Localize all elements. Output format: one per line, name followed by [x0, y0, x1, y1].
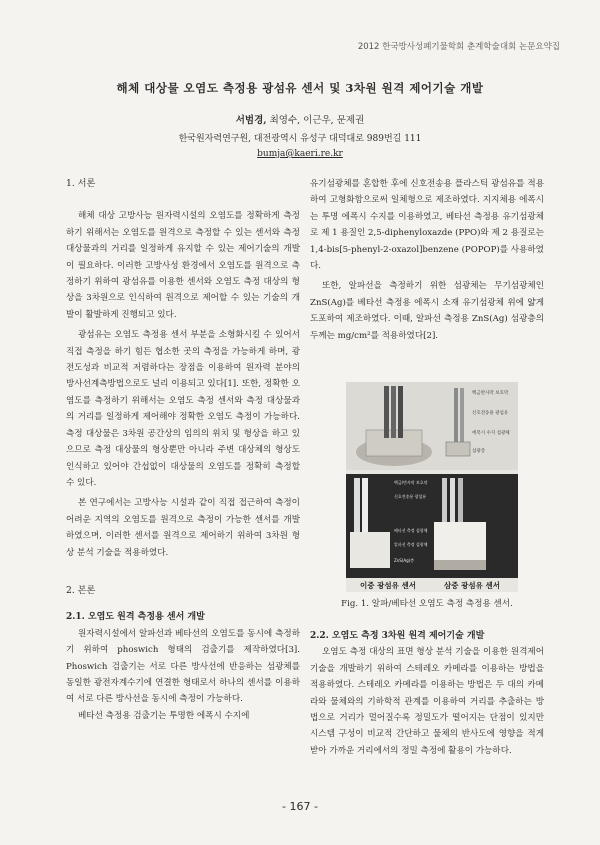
email-link[interactable]: bumja@kaeri.re.kr: [257, 149, 343, 159]
affiliation: 한국원자력연구원, 대전광역시 유성구 대덕대로 989번길 111: [178, 134, 422, 144]
running-head: 2012 한국방사성폐기물학회 춘계학술대회 논문요약집: [357, 42, 560, 52]
page-number: - 167 -: [282, 800, 318, 813]
author-list: [0, 112, 600, 126]
lead-author: 서범경,: [235, 115, 267, 126]
fig-bottom-label-2: 신호전송용 광섬유: [394, 494, 427, 499]
intro-heading: 1. 서론: [66, 178, 96, 189]
subsection-2-1-paragraph-1: 원자력시설에서 알파선과 베타선의 오염도를 동시에 측정하기 위하여 phoswich 형태의 검출기를 제작하였다[3]. Phoswich 검출기는 서로 다른 방사선에 반응하는 섬광체를 동일한 광전자계수기에 연결한 형태로서 하나의 센서를 이용하여 서로 다른 방사선을 동시에 측정이 가능하다.: [66, 628, 300, 705]
fig-top-label-1: 백금반사막 보호막: [472, 391, 509, 396]
right-paragraph-1: 유기섬광체를 혼합한 후에 신호전송용 플라스틱 광섬유를 적용하여 고형화함으로써 일체형으로 제조하였다. 지지체용 에폭시는 투명 에폭시 수지를 이용하였고, 베타선 측정용 유기섬광체로 제 1 용질인 2,5-diphenyloxazde (PPO)와 제 2 용질로는 1,4-bis[5-phenyl-2-oxazol]benzene (POPOP)를 사용하였다.: [310, 179, 544, 272]
intro-paragraph-1: 해체 대상 고방사능 원자력시설의 오염도를 정확하게 측정하기 위해서는 오염도를 원격으로 측정할 수 있는 센서와 측정 대상물과의 거리를 일정하게 유지할 수 있는 제어기술의 개발이 필요하다. 이러한 고방사성 환경에서 오염도를 원격으로 측정하기 위하여 광섬유를 이용한 센서와 오염도 측정 대상의 형상을 3차원으로 인식하여 원격으로 제어할 수 있는 기술의 개발이 활발하게 진행되고 있다.: [66, 211, 300, 320]
fig-bottom-label-1: 백금/반사막 보호막: [394, 480, 428, 485]
right-column-top: [310, 176, 544, 344]
co-authors: 최영수, 이근우, 문제권: [266, 115, 365, 126]
fig-top-label-3: 에폭시 수지 섬광체: [472, 431, 510, 436]
subsection-2-2-heading: 2.2. 오염도 측정 3차원 원격 제어기술 개발: [310, 631, 485, 641]
fig-bottom-label-5: ZnS(Ag)층: [394, 558, 415, 563]
right-paragraph-2: 또한, 알파선을 측정하기 위한 섬광체는 무기섬광체인 ZnS(Ag)를 베타선 측정용 에폭시 소재 유기섬광체 위에 얇게 도포하여 제조하였다. 이때, 알파선 측정용 ZnS(Ag) 섬광층의 두께는 mg/cm²를 적용하였다[2].: [310, 281, 544, 341]
subsection-2-1-paragraph-2: 베타선 측정용 검출기는 투명한 에폭시 수지에: [78, 710, 250, 721]
fig-bottom-label-3: 베타선 측정 섬광체: [394, 528, 428, 533]
figure-caption: Fig. 1. 알파/베타선 오염도 측정 측정용 센서.: [341, 599, 513, 609]
intro-paragraph-2: 광섬유는 오염도 측정용 센서 부분을 소형화시킬 수 있어서 직접 측정을 하기 힘든 협소한 곳의 측정을 가능하게 하며, 광전도성과 비교적 저렴하다는 장점을 이용하여 원자력 분야의 방사선계측방법으로도 널리 이용되고 있다[1]. 또한, 정확한 오염도를 측정하기 위해서는 오염도 측정 센서와 측정 대상물과의 거리를 일정하게 제어해야 정확한 오염도 측정이 가능하다. 측정 대상물은 3차원 공간상의 임의의 위치 및 형상을 하고 있으므로 측정 대상물의 형상뿐만 아니라 주변 대상체의 형상도 인식하고 있어야 간섭없이 대상물의 오염도를 정확히 측정할 수 있다.: [66, 330, 300, 488]
paper-title: 해체 대상물 오염도 측정용 광섬유 센서 및 3차원 원격 제어기술 개발: [116, 81, 484, 95]
sensor-photo: [346, 382, 518, 592]
fig-label-triple: 삼중 광섬유 센서: [444, 581, 500, 590]
right-column-bottom: [310, 628, 544, 759]
body-heading: 2. 본론: [66, 584, 96, 596]
fig-bottom-label-4: 알파선 측정 섬광체: [394, 542, 428, 547]
fig-top-label-2: 신호전송용 광섬유: [472, 411, 509, 416]
fig-label-dual: 이중 광섬유 센서: [360, 581, 416, 590]
subsection-2-2-paragraph-1: 오염도 측정 대상의 표면 형상 분석 기술을 이용한 원격제어 기술을 개발하기 위하여 스테레오 카메라를 이용하는 방법을 적용하였다. 스테레오 카메라를 이용하는 방법은 두 대의 카메라와 물체와의 기하학적 관계를 이용하여 거리를 추출하는 방법으로 거리가 멀어질수록 정밀도가 떨어지는 단점이 있지만 시스템 구성이 비교적 간단하고 물체의 반사도에 영향을 적게 받아 가까운 거리에서의 정밀 측정에 활용이 가능하다.: [310, 647, 544, 756]
subsection-2-1-heading: 2.1. 오염도 원격 측정용 센서 개발: [66, 612, 205, 623]
fig-top-label-4: 섬광층: [472, 449, 486, 454]
sensor-figure: [346, 382, 518, 592]
intro-paragraph-3: 본 연구에서는 고방사능 시설과 같이 직접 접근하여 측정이 어려운 지역의 오염도를 원격으로 측정이 가능한 센서를 개발하였으며, 이러한 센서를 원격으로 제어하기 위하여 3차원 형상 분석 기술을 적용하였다.: [66, 498, 300, 558]
left-column: [66, 176, 300, 724]
